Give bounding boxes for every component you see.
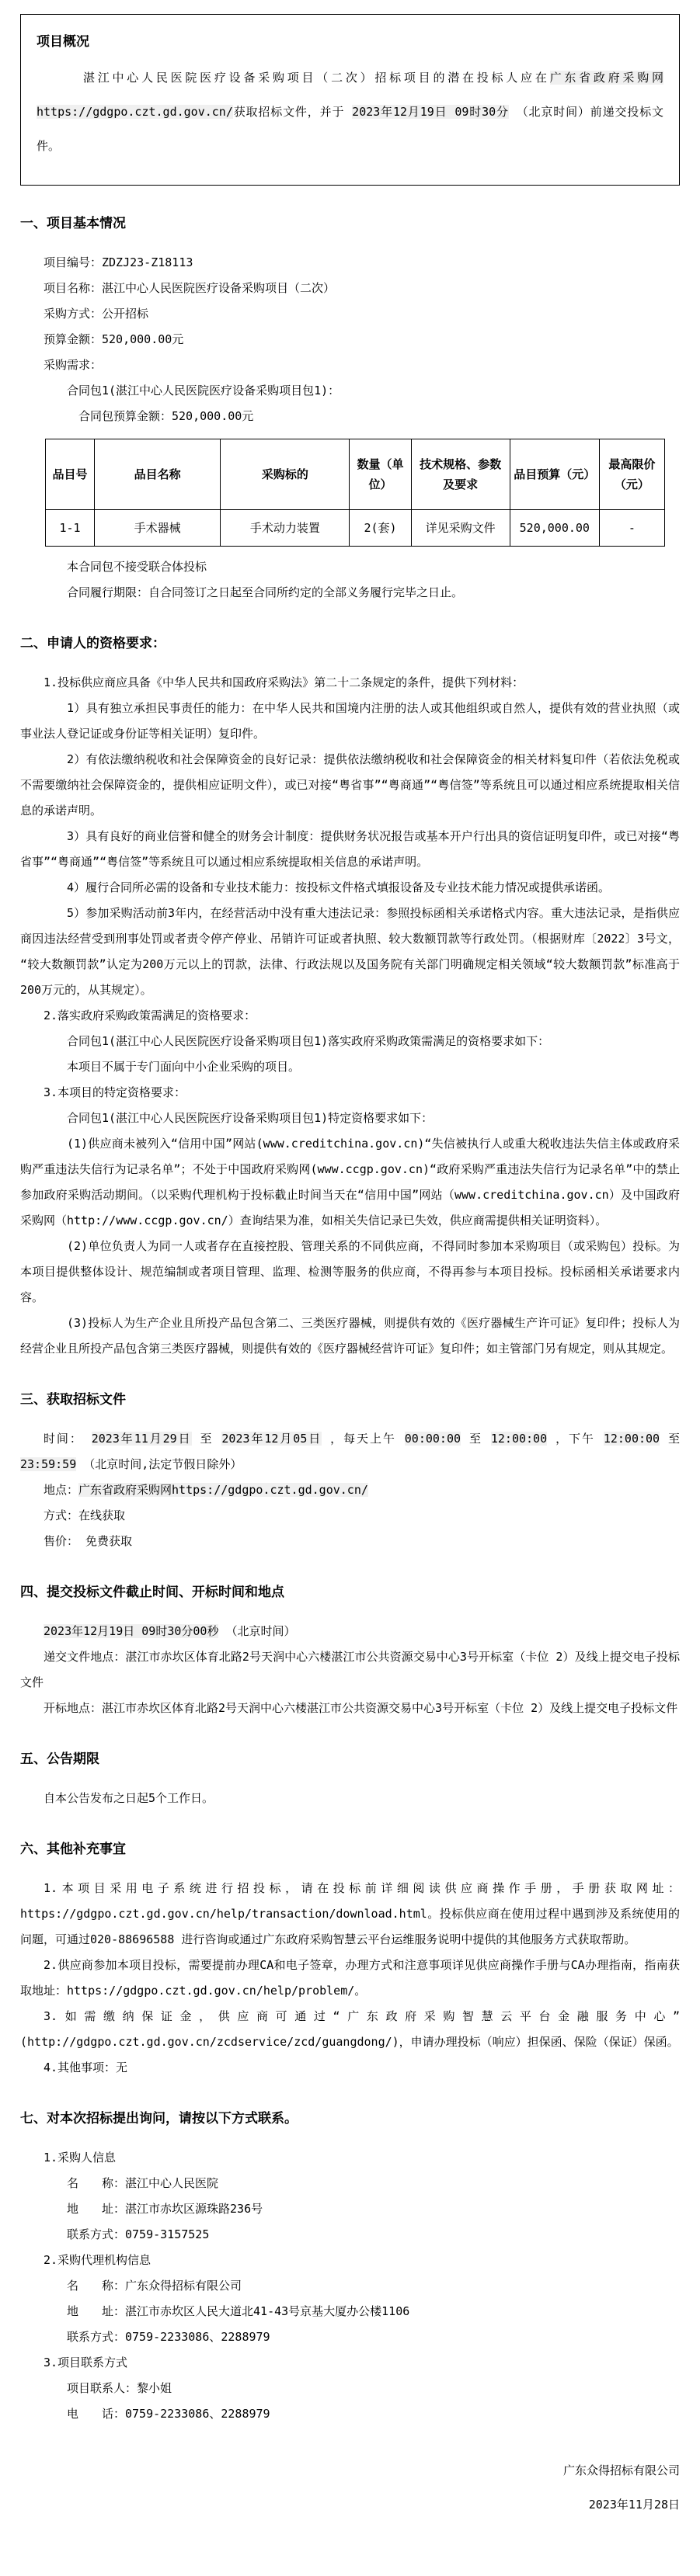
- section-6-heading: 六、其他补充事宜: [20, 1842, 126, 1857]
- overview-text-mid: 获取招标文件，并于: [232, 105, 353, 119]
- timezone-note: （北京时间,法定节假日除外）: [76, 1457, 242, 1471]
- qualification-item: 3.本项目的特定资格要求：: [44, 1085, 186, 1099]
- qualification-subitem: 1）具有独立承担民事责任的能力：在中华人民共和国境内注册的法人或其他组织或自然人，提供有效的营业执照（或事业法人登记证或身份证等相关证明）复印件。: [20, 701, 680, 741]
- col-item-no: 品目号: [46, 439, 95, 510]
- purchaser-info-title: 1.采购人信息: [44, 2151, 117, 2165]
- col-max-price: 最高限价（元）: [599, 439, 664, 510]
- purchaser-contact-line: 联系方式：0759-3157525: [67, 2227, 210, 2241]
- qualification-item: 2.落实政府采购政策需满足的资格要求：: [44, 1009, 256, 1022]
- overview-title: 项目概况: [37, 34, 89, 50]
- am-end-time: 12:00:00: [490, 1432, 548, 1446]
- time-label: 时间：: [44, 1432, 92, 1446]
- time-sep: ，下午: [547, 1432, 604, 1446]
- contract-period-note: 合同履行期限：自合同签订之日起至合同所约定的全部义务履行完毕之日止。: [67, 585, 464, 599]
- no-consortium-note: 本合同包不接受联合体投标: [67, 560, 207, 574]
- col-procurement-subject: 采购标的: [221, 439, 350, 510]
- section-2-heading: 二、申请人的资格要求：: [20, 636, 165, 651]
- place-label: 地点：: [44, 1483, 79, 1497]
- document-obtain-method-line: 方式：在线获取: [44, 1508, 126, 1522]
- overview-text-tail: （北京时间）前递交投标文件。: [37, 105, 663, 153]
- am-start-time: 00:00:00: [404, 1432, 461, 1446]
- issuer-organization: 广东众得招标有限公司: [562, 2463, 680, 2477]
- submission-deadline-datetime: 2023年12月19日 09时30分00秒: [44, 1624, 219, 1638]
- overview-text-lead: 湛江中心人民医院医疗设备采购项目（二次）招标项目的潜在投标人应在: [83, 71, 550, 85]
- obtain-start-date: 2023年11月29日: [91, 1432, 192, 1446]
- qualification-subitem: 4）履行合同所必需的设备和专业技术能力：按投标文件格式填报设备及专业技术能力情况或提供承诺函。: [67, 880, 611, 894]
- section-7-heading: 七、对本次招标提出询问，请按以下方式联系。: [20, 2111, 298, 2126]
- cell-max-price: -: [599, 510, 664, 547]
- budget-amount-line: 预算金额：520,000.00元: [44, 332, 184, 346]
- obtain-site-url: 广东省政府采购网https://gdgpo.czt.gd.gov.cn/: [78, 1483, 368, 1497]
- project-overview-box: [20, 14, 680, 186]
- issue-date: 2023年11月28日: [588, 2498, 680, 2512]
- section-1-heading: 一、项目基本情况: [20, 216, 126, 231]
- cell-procurement-subject: 手术动力装置: [221, 510, 350, 547]
- submission-place-line: 递交文件地点：湛江市赤坎区体育北路2号天润中心六楼湛江市公共资源交易中心3号开标室（卡位 2）及线上提交电子投标文件: [20, 1650, 680, 1689]
- project-name-line: 项目名称：湛江中心人民医院医疗设备采购项目（二次）: [44, 281, 336, 295]
- agency-contact-line: 联系方式：0759-2233086、2288979: [67, 2330, 270, 2344]
- project-contact-phone-line: 电 话：0759-2233086、2288979: [67, 2407, 270, 2421]
- cell-item-no: 1-1: [46, 510, 95, 547]
- agency-name-line: 名 称：广东众得招标有限公司: [67, 2279, 242, 2293]
- overview-paragraph: [37, 61, 663, 163]
- document-obtain-time-line: [20, 1426, 680, 1477]
- qualification-item: 1.投标供应商应具备《中华人民共和国政府采购法》第二十二条规定的条件，提供下列材料：: [44, 675, 524, 689]
- section-5-heading: 五、公告期限: [20, 1751, 99, 1767]
- cell-quantity-unit: 2(套): [350, 510, 411, 547]
- pm-end-time: 23:59:59: [20, 1457, 77, 1471]
- cell-tech-spec: 详见采购文件: [411, 510, 510, 547]
- time-sep: ，每天上午: [322, 1432, 405, 1446]
- qualification-subitem: (1)供应商未被列入“信用中国”网站(www.creditchina.gov.cn)“失信被执行人或重大税收违法失信主体或政府采购严重违法失信行为记录名单”；不处于中国政府采购网(www.ccgp.gov.cn)“政府采购严重违法失信行为记录名单”中的禁止参加政府采购活动期间。（以采购代理机构于投标截止时间当天在“信用中国”网站（www.creditchina.gov.cn）及中国政府采购网（http://www.ccgp.gov.cn/）查询结果为准，如相关失信记录已失效，供应商需提供相关证明资料）。: [20, 1137, 680, 1227]
- document-price-line: 售价： 免费获取: [44, 1534, 133, 1548]
- bid-deadline-datetime: 2023年12月19日 09时30分: [352, 105, 509, 119]
- purchaser-address-line: 地 址：湛江市赤坎区源珠路236号: [67, 2202, 263, 2216]
- supplement-item: 2.供应商参加本项目投标，需要提前办理CA和电子签章，办理方式和注意事项详见供应商操作手册与CA办理指南，指南获取地址：https://gdgpo.czt.gd.gov.cn/help/problem/。: [20, 1958, 680, 1998]
- qualification-subitem: 5）参加采购活动前3年内，在经营活动中没有重大违法记录：参照投标函相关承诺格式内容。重大违法记录，是指供应商因违法经营受到刑事处罚或者责令停产停业、吊销许可证或者执照、较大数额罚款等行政处罚。（根据财库〔2022〕3号文，“较大数额罚款”认定为200万元以上的罚款，法律、行政法规以及国务院有关部门明确规定相关领域“较大数额罚款”标准高于200万元的，从其规定）。: [20, 906, 680, 997]
- supplement-item: 3.如需缴纳保证金，供应商可通过“广东政府采购智慧云平台金融服务中心”(http://gdgpo.czt.gd.gov.cn/zcdservice/zcd/guangdong/)，申请办理投标（响应）担保函、保险（保证）保函。: [20, 2009, 680, 2049]
- section-3-heading: 三、获取招标文件: [20, 1392, 126, 1408]
- pm-start-time: 12:00:00: [603, 1432, 660, 1446]
- table-header-row: [46, 439, 665, 510]
- procurement-demand-line: 采购需求：: [44, 358, 103, 372]
- table-row: [46, 510, 665, 547]
- obtain-end-date: 2023年12月05日: [221, 1432, 322, 1446]
- time-sep: 至: [461, 1432, 491, 1446]
- qualification-subitem: 3）具有良好的商业信誉和健全的财务会计制度：提供财务状况报告或基本开户行出具的资信证明复印件，或已对接“粤省事”“粤商通”“粤信签”等系统且可以通过相应系统提取相关信息的承诺声明。: [20, 829, 680, 869]
- qualification-subitem: (2)单位负责人为同一人或者存在直接控股、管理关系的不同供应商，不得同时参加本采购项目（或采购包）投标。为本项目提供整体设计、规范编制或者项目管理、监理、检测等服务的供应商，不得再参与本项目投标。投标函相关承诺要求内容。: [20, 1239, 680, 1304]
- purchaser-name-line: 名 称：湛江中心人民医院: [67, 2176, 219, 2190]
- procurement-method-line: 采购方式：公开招标: [44, 307, 149, 321]
- qualification-subitem: 合同包1(湛江中心人民医院医疗设备采购项目包1)特定资格要求如下：: [67, 1111, 434, 1125]
- agency-address-line: 地 址：湛江市赤坎区人民大道北41-43号京基大厦办公楼1106: [67, 2304, 410, 2318]
- time-sep: 至: [660, 1432, 681, 1446]
- qualification-subitem: 2）有依法缴纳税收和社会保障资金的良好记录：提供依法缴纳税收和社会保障资金的相关材料复印件（若依法免税或不需要缴纳社会保障资金的，提供相应证明文件），或已对接“粤省事”“粤商通”“粤信签”等系统且可以通过相应系统提取相关信息的承诺声明。: [20, 752, 680, 818]
- project-number-line: 项目编号：ZDZJ23-Z18113: [44, 255, 193, 269]
- supplement-item: 1.本项目采用电子系统进行招投标，请在投标前详细阅读供应商操作手册，手册获取网址：https://gdgpo.czt.gd.gov.cn/help/transaction/download.html。投标供应商在使用过程中遇到涉及系统使用的问题，可通过020-88696588 进行咨询或通过广东政府采购智慧云平台运维服务说明中提供的其他服务方式获取帮助。: [20, 1881, 680, 1946]
- time-sep: 至: [191, 1432, 222, 1446]
- bid-opening-place-line: 开标地点：湛江市赤坎区体育北路2号天润中心六楼湛江市公共资源交易中心3号开标室（卡位 2）及线上提交电子投标文件: [44, 1701, 678, 1715]
- agency-info-title: 2.采购代理机构信息: [44, 2253, 151, 2267]
- qualification-subitem: 本项目不属于专门面向中小企业采购的项目。: [67, 1060, 301, 1074]
- section-4-heading: 四、提交投标文件截止时间、开标时间和地点: [20, 1585, 284, 1600]
- contract-package-line: 合同包1(湛江中心人民医院医疗设备采购项目包1)：: [67, 384, 340, 398]
- qualification-subitem: (3)投标人为生产企业且所投产品包含第二、三类医疗器械，则提供有效的《医疗器械生产许可证》复印件；投标人为经营企业且所投产品包含第三类医疗器械，则提供有效的《医疗器械经营许可证》复印件；如主管部门另有规定，则从其规定。: [20, 1316, 680, 1356]
- col-quantity-unit: 数量（单位）: [350, 439, 411, 510]
- col-item-budget: 品目预算（元）: [510, 439, 599, 510]
- document-obtain-place-line: [20, 1477, 680, 1503]
- col-tech-spec: 技术规格、参数及要求: [411, 439, 510, 510]
- submission-deadline-line: [20, 1619, 680, 1644]
- timezone-suffix: （北京时间）: [218, 1624, 296, 1638]
- supplement-item: 4.其他事项：无: [44, 2060, 128, 2074]
- announcement-period-line: 自本公告发布之日起5个工作日。: [44, 1791, 214, 1805]
- cell-item-name: 手术器械: [95, 510, 221, 547]
- project-contact-person-line: 项目联系人：黎小姐: [67, 2381, 172, 2395]
- signature-block: [20, 2453, 680, 2522]
- package-budget-line: 合同包预算金额：520,000.00元: [78, 409, 254, 423]
- col-item-name: 品目名称: [95, 439, 221, 510]
- qualification-subitem: 合同包1(湛江中心人民医院医疗设备采购项目包1)落实政府采购政策需满足的资格要求如下：: [67, 1034, 550, 1048]
- items-table: [45, 439, 665, 547]
- cell-item-budget: 520,000.00: [510, 510, 599, 547]
- project-contact-title: 3.项目联系方式: [44, 2356, 128, 2369]
- procurement-site-url: 广东省政府采购网https://gdgpo.czt.gd.gov.cn/: [37, 71, 663, 119]
